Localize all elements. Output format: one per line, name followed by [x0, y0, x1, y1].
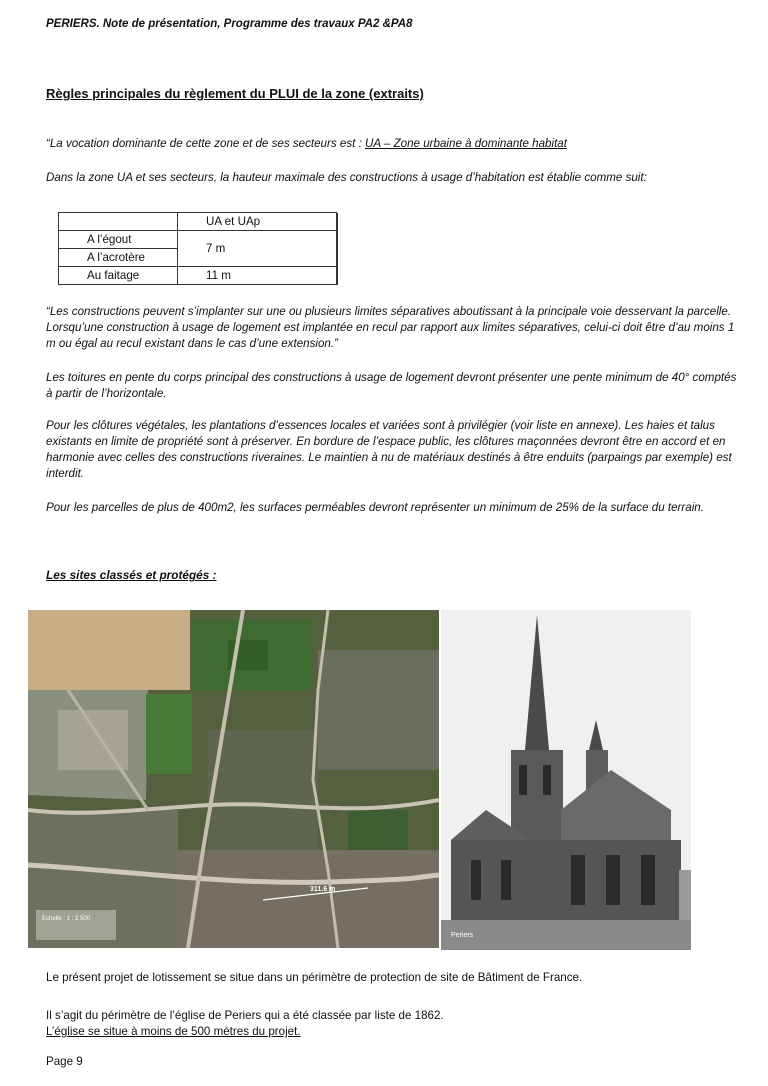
vocation-zone-link: UA – Zone urbaine à dominante habitat — [365, 137, 567, 150]
toitures-paragraph: Les toitures en pente du corps principal des constructions à usage de logement devront présenter une pente minimum de 40° comptés à partir de l’horizontale. — [46, 371, 737, 400]
clotures-paragraph: Pour les clôtures végétales, les plantations d’essences locales et variées sont à privilégier (voir liste en annexe). Les haies et talus existants en limite de propriété sont à préserver. En bordure de l’espace public, les clôtures maçonnées devront être en accord et en harmonie avec celles des constructions riveraines. Le maintien à nu de matériaux destinés à être enduits (parpaings par exemple) est interdit. — [46, 419, 732, 480]
page-header: PERIERS. Note de présentation, Programme des travaux PA2 &PA8 — [46, 18, 413, 30]
distance-paragraph: L’église se situe à moins de 500 mètres du projet. — [46, 1025, 301, 1038]
parcelles-paragraph: Pour les parcelles de plus de 400m2, les surfaces perméables devront représenter un minimum de 25% de la surface du terrain. — [46, 501, 704, 514]
page-number: Page 9 — [46, 1055, 83, 1068]
vocation-prefix: “La vocation dominante de cette zone et de ses secteurs est : — [46, 137, 366, 150]
table-cell-value: 7 m — [178, 231, 337, 267]
table-row-label: A l’égout — [59, 231, 178, 249]
map-distance-label: 311.6 m — [310, 886, 336, 893]
table-row-label: Au faitage — [59, 267, 178, 285]
map-scale-label: Echelle : 1 : 2 500 — [42, 916, 91, 922]
section-title: Règles principales du règlement du PLUI de la zone (extraits) — [46, 86, 424, 101]
height-table — [58, 212, 338, 285]
projet-paragraph: Le présent projet de lotissement se situe dans un périmètre de protection de site de Bâtiment de France. — [46, 971, 583, 984]
table-corner — [59, 213, 178, 231]
aerial-map-graphic — [28, 610, 439, 948]
church-photo-graphic — [441, 610, 691, 950]
table-cell-value: 11 m — [178, 267, 337, 285]
implantation-paragraph: “Les constructions peuvent s’implanter sur une ou plusieurs limites séparatives aboutissant à la principale voie desservant la parcelle. Lorsqu’une construction à usage de logement est implantée en recul par rapport aux limites séparatives, celui-ci doit être d’au moins 1 m ou égal au recul existant dans le cas d’une extension.” — [46, 305, 735, 350]
eglise-paragraph: Il s’agit du périmètre de l’église de Periers qui a été classée par liste de 1862. — [46, 1009, 444, 1022]
vocation-paragraph — [46, 136, 746, 152]
photo-caption: Periers — [451, 932, 474, 939]
church-photo — [441, 610, 691, 950]
aerial-map — [28, 610, 439, 948]
table-col-header: UA et UAp — [178, 213, 337, 231]
table-row-label: A l’acrotère — [59, 249, 178, 267]
sites-title: Les sites classés et protégés : — [46, 568, 217, 582]
hauteur-intro: Dans la zone UA et ses secteurs, la hauteur maximale des constructions à usage d’habitation est établie comme suit: — [46, 171, 647, 184]
